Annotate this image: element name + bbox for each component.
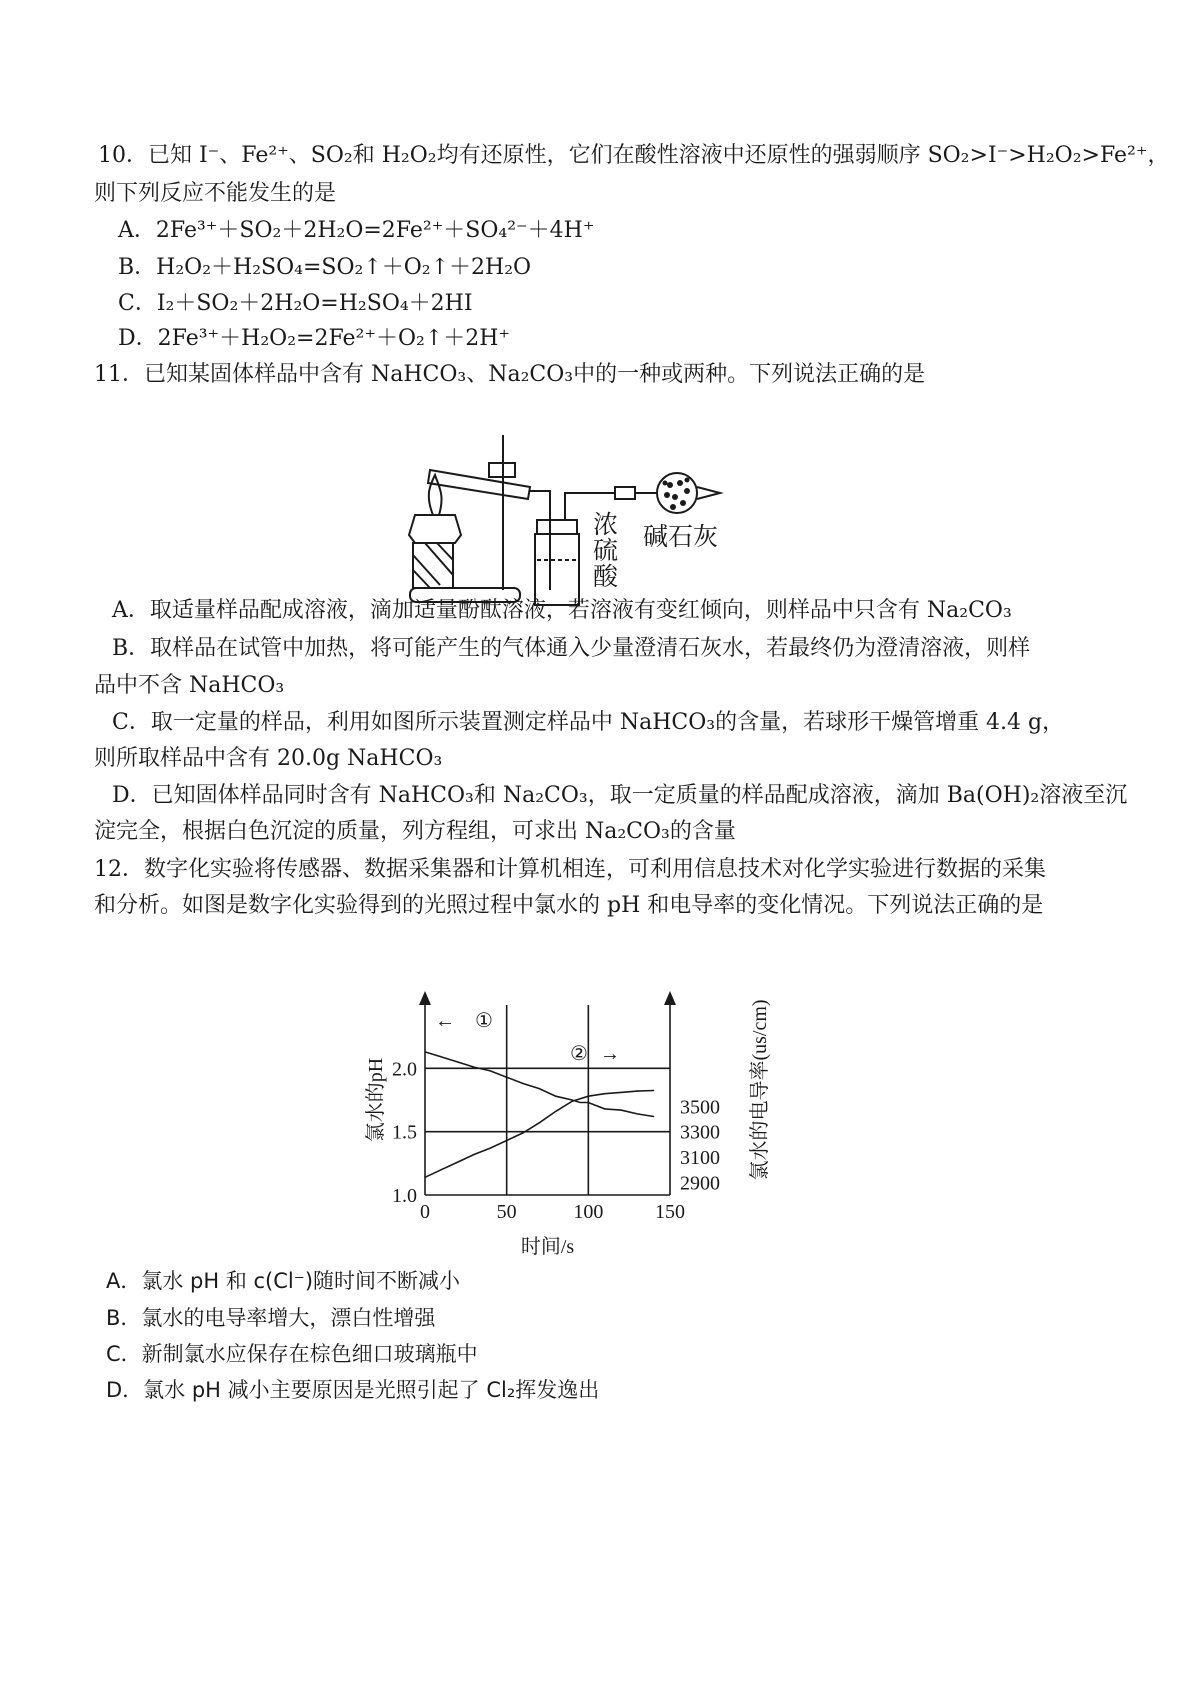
series-2-point — [522, 1132, 523, 1133]
y-right-tick-label: 3500 — [680, 1096, 720, 1119]
flame — [429, 475, 442, 515]
q11-option-a: A．取适量样品配成溶液，滴加适量酚酞溶液，若溶液有变红倾向，则样品中只含有 Na₂CO₃ — [112, 598, 1012, 623]
series-1-point — [457, 1061, 458, 1062]
series-2-point — [555, 1111, 556, 1112]
right-axis-arrow — [664, 991, 676, 1005]
acid-label-2: 硫 — [593, 536, 619, 565]
series-2-point — [506, 1140, 507, 1141]
series-2-point — [539, 1122, 540, 1123]
q12-option-c: C．新制氯水应保存在棕色细口玻璃瓶中 — [106, 1342, 478, 1366]
q12-option-b: B．氯水的电导率增大，漂白性增强 — [106, 1306, 436, 1330]
series-2-point — [637, 1091, 638, 1092]
series-1-point — [637, 1113, 638, 1114]
q12-stem-line2: 和分析。如图是数字化实验得到的光照过程中氯水的 pH 和电导率的变化情况。下列说法正确的是 — [94, 893, 1044, 918]
series-1-point — [522, 1083, 523, 1084]
gas-washing-bottle — [535, 534, 579, 605]
q10-option-b: B．H₂O₂＋H₂SO₄=SO₂↑＋O₂↑＋2H₂O — [118, 255, 532, 280]
chart-grid — [425, 1005, 670, 1195]
series-2-point — [604, 1093, 605, 1094]
q11-option-b-line2: 品中不含 NaHCO₃ — [94, 673, 285, 698]
y-right-axis-label: 氯水的电导率(us/cm) — [749, 999, 771, 1181]
q10-stem-line2: 则下列反应不能发生的是 — [94, 181, 337, 206]
lamp-block — [413, 543, 453, 588]
q12-option-d: D．氯水 pH 减小主要原因是光照引起了 Cl₂挥发逸出 — [106, 1378, 600, 1402]
rubber-connector — [615, 487, 635, 499]
series-2-point — [441, 1169, 442, 1170]
q12-stem-line1: 12．数字化实验将传感器、数据采集器和计算机相连，可利用信息技术对化学实验进行数据的采集 — [94, 857, 1046, 882]
x-tick-label: 100 — [573, 1201, 604, 1223]
curve1-annotation: ① — [475, 1010, 493, 1032]
series-2-point — [653, 1090, 654, 1091]
series-1-point — [441, 1056, 442, 1057]
acid-label-1: 浓 — [593, 510, 619, 539]
y-left-tick-label: 1.5 — [392, 1121, 417, 1144]
q11-option-b-line1: B．取样品在试管中加热，将可能产生的气体通入少量澄清石灰水，若最终仍为澄清溶液，则样 — [112, 636, 1031, 661]
series-1-point — [588, 1102, 589, 1103]
chart-series — [424, 1051, 654, 1178]
soda-lime-label: 碱石灰 — [643, 522, 719, 551]
q10-option-c: C．I₂＋SO₂＋2H₂O=H₂SO₄＋2HI — [118, 291, 473, 316]
x-axis-label: 时间/s — [520, 1236, 575, 1258]
drying-tube — [657, 473, 697, 513]
x-tick-label: 0 — [420, 1201, 430, 1223]
y-right-tick-label: 3100 — [680, 1147, 720, 1169]
series-1-point — [580, 1102, 581, 1103]
q10-option-d: D．2Fe³⁺＋H₂O₂=2Fe²⁺＋O₂↑＋2H⁺ — [118, 326, 511, 351]
q11-option-d-line2: 淀完全，根据白色沉淀的质量，列方程组，可求出 Na₂CO₃的含量 — [94, 819, 736, 844]
y-left-tick-label: 1.0 — [392, 1185, 417, 1207]
y-right-tick-label: 2900 — [680, 1172, 720, 1195]
series-2-point — [620, 1092, 621, 1093]
series-1-point — [506, 1077, 507, 1078]
series-1-point — [555, 1096, 556, 1097]
series-2-point — [571, 1101, 572, 1102]
series-line-2 — [425, 1091, 654, 1178]
q11-option-d-line1: D．已知固体样品同时含有 NaHCO₃和 Na₂CO₃，取一定质量的样品配成溶液，滴加 Ba(OH)₂溶液至沉 — [112, 783, 1128, 808]
y-right-tick-label: 3300 — [680, 1121, 720, 1144]
y-left-tick-label: 2.0 — [392, 1058, 417, 1081]
q11-option-c-line1: C．取一定量的样品，利用如图所示装置测定样品中 NaHCO₃的含量，若球形干燥管增重 4.4 g， — [112, 710, 1065, 735]
q11-apparatus-figure — [425, 425, 805, 625]
q12-option-a: A．氯水 pH 和 c(Cl⁻)随时间不断减小 — [106, 1269, 461, 1293]
series-1-point — [604, 1108, 605, 1109]
q11-option-c-line2: 则所取样品中含有 20.0g NaHCO₃ — [94, 746, 443, 771]
q11-stem: 11．已知某固体样品中含有 NaHCO₃、Na₂CO₃中的一种或两种。下列说法正确的是 — [94, 362, 926, 387]
series-2-point — [588, 1096, 589, 1097]
q10-stem-line1: 10．已知 I⁻、Fe²⁺、SO₂和 H₂O₂均有还原性，它们在酸性溶液中还原性的强弱顺序 SO₂>I⁻>H₂O₂>Fe²⁺， — [98, 143, 1170, 168]
curve1-arrow-annotation: ← — [435, 1010, 455, 1032]
x-tick-label: 50 — [496, 1201, 517, 1223]
series-2-point — [457, 1161, 458, 1162]
q10-option-a: A．2Fe³⁺＋SO₂＋2H₂O=2Fe²⁺＋SO₄²⁻＋4H⁺ — [118, 218, 595, 243]
curve2-annotation: ② — [570, 1043, 588, 1065]
series-1-point — [653, 1116, 654, 1117]
series-2-point — [490, 1148, 491, 1149]
series-1-point — [473, 1066, 474, 1067]
curve2-arrow-annotation: → — [600, 1043, 620, 1065]
left-axis-arrow — [419, 991, 431, 1005]
acid-label-3: 酸 — [593, 562, 619, 591]
y-left-axis-label: 氯水的pH — [365, 1057, 387, 1143]
series-2-point — [424, 1177, 425, 1178]
series-1-point — [620, 1110, 621, 1111]
series-2-point — [473, 1154, 474, 1155]
q12-chart — [365, 985, 800, 1285]
series-1-point — [539, 1088, 540, 1089]
series-1-point — [490, 1070, 491, 1071]
x-tick-label: 150 — [655, 1201, 685, 1223]
bottle-cap — [537, 520, 577, 534]
alcohol-lamp — [409, 515, 461, 543]
series-1-point — [424, 1051, 425, 1052]
